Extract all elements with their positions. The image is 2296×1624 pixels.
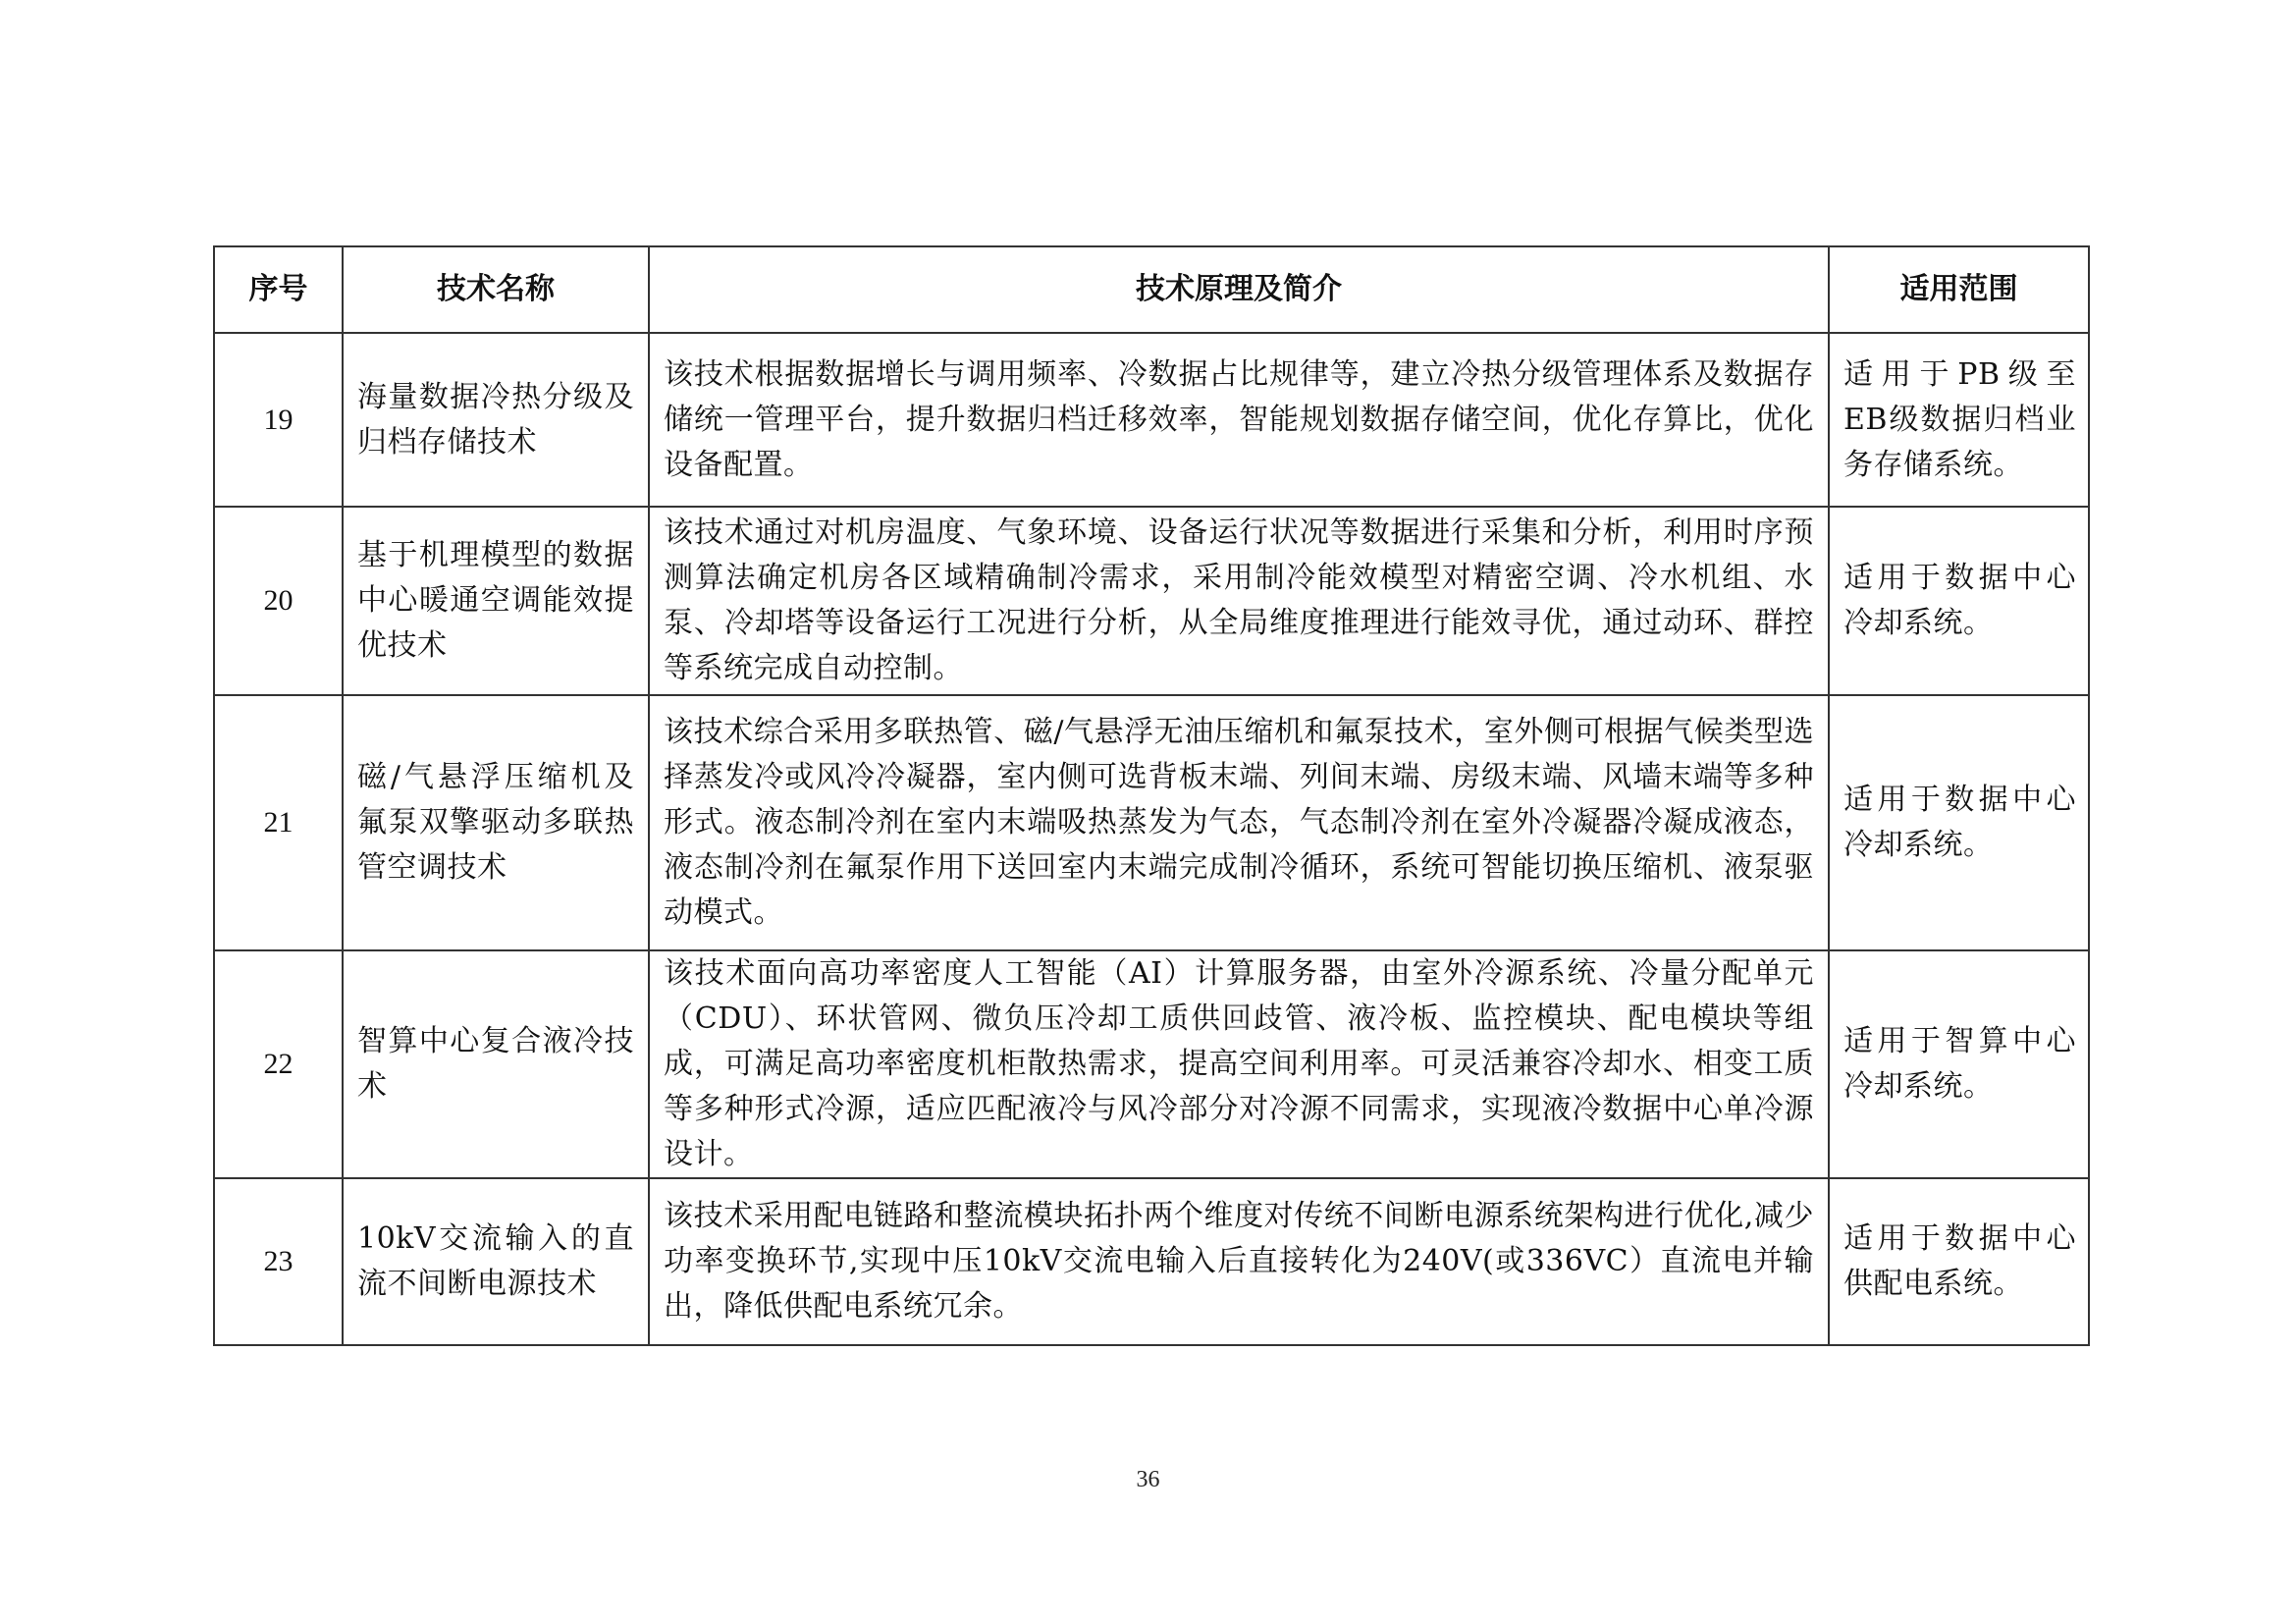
row-applicable-scope — [1829, 507, 2089, 695]
row-tech-name — [343, 507, 649, 695]
row-tech-description-text: 该技术通过对机房温度、气象环境、设备运行状况等数据进行采集和分析，利用时序预测算法确定机房各区域精确制冷需求，采用制冷能效模型对精密空调、冷水机组、水泵、冷却塔等设备运行工况进行分析，从全局维度推理进行能效寻优，通过动环、群控等系统完成自动控制。 — [664, 515, 1814, 685]
row-applicable-scope — [1829, 695, 2089, 950]
row-tech-name-text: 基于机理模型的数据中心暖通空调能效提优技术 — [357, 538, 634, 663]
row-tech-description-text: 该技术根据数据增长与调用频率、冷数据占比规律等，建立冷热分级管理体系及数据存储统一管理平台，提升数据归档迁移效率，智能规划数据存储空间，优化存算比，优化设备配置。 — [664, 356, 1814, 482]
row-applicable-scope-text: 适用于数据中心冷却系统。 — [1843, 561, 2076, 640]
table-row — [214, 695, 2089, 950]
row-tech-description-text: 该技术综合采用多联热管、磁/气悬浮无油压缩机和氟泵技术，室外侧可根据气候类型选择蒸发冷或风冷冷凝器，室内侧可选背板末端、列间末端、房级末端、风墙末端等多种形式。液态制冷剂在室内末端吸热蒸发为气态，气态制冷剂在室外冷凝器冷凝成液态，液态制冷剂在氟泵作用下送回室内末端完成制冷循环，系统可智能切换压缩机、液泵驱动模式。 — [664, 715, 1814, 930]
technology-table — [213, 245, 2090, 1346]
row-tech-description — [649, 950, 1829, 1178]
page-number: 36 — [1136, 1467, 1160, 1492]
row-applicable-scope-text: 适用于PB级至EB级数据归档业务存储系统。 — [1843, 356, 2076, 482]
row-tech-name — [343, 950, 649, 1178]
row-tech-name-text: 海量数据冷热分级及归档存储技术 — [357, 379, 634, 460]
table-header-row — [214, 246, 2089, 333]
row-tech-description-text: 该技术采用配电链路和整流模块拓扑两个维度对传统不间断电源系统架构进行优化,减少功率变换环节,实现中压10kV交流电输入后直接转化为240V(或336VC）直流电并输出，降低供配电系统冗余。 — [664, 1199, 1814, 1324]
table-row — [214, 333, 2089, 507]
header-tech-description: 技术原理及简介 — [649, 246, 1829, 333]
row-tech-description — [649, 507, 1829, 695]
row-tech-description — [649, 333, 1829, 507]
row-tech-name — [343, 333, 649, 507]
row-tech-name-text: 10kV交流输入的直流不间断电源技术 — [357, 1221, 634, 1301]
row-seq: 19 — [214, 333, 343, 507]
header-tech-name: 技术名称 — [343, 246, 649, 333]
row-tech-description — [649, 695, 1829, 950]
header-seq: 序号 — [214, 246, 343, 333]
row-applicable-scope — [1829, 1178, 2089, 1345]
row-seq: 22 — [214, 950, 343, 1178]
row-applicable-scope — [1829, 333, 2089, 507]
row-tech-name-text: 磁/气悬浮压缩机及氟泵双擎驱动多联热管空调技术 — [357, 760, 634, 885]
row-applicable-scope-text: 适用于数据中心供配电系统。 — [1843, 1221, 2076, 1301]
table-row — [214, 507, 2089, 695]
row-tech-description — [649, 1178, 1829, 1345]
row-tech-description-text: 该技术面向高功率密度人工智能（AI）计算服务器，由室外冷源系统、冷量分配单元（CDU）、环状管网、微负压冷却工质供回歧管、液冷板、监控模块、配电模块等组成，可满足高功率密度机柜散热需求，提高空间利用率。可灵活兼容冷却水、相变工质等多种形式冷源，适应匹配液冷与风冷部分对冷源不同需求，实现液冷数据中心单冷源设计。 — [664, 956, 1814, 1171]
row-applicable-scope — [1829, 950, 2089, 1178]
row-applicable-scope-text: 适用于智算中心冷却系统。 — [1843, 1024, 2076, 1104]
row-tech-name — [343, 695, 649, 950]
row-tech-name — [343, 1178, 649, 1345]
row-applicable-scope-text: 适用于数据中心冷却系统。 — [1843, 783, 2076, 862]
table-row — [214, 950, 2089, 1178]
row-seq: 23 — [214, 1178, 343, 1345]
row-seq: 20 — [214, 507, 343, 695]
row-seq: 21 — [214, 695, 343, 950]
row-tech-name-text: 智算中心复合液冷技术 — [357, 1024, 634, 1104]
table-row — [214, 1178, 2089, 1345]
header-applicable-scope: 适用范围 — [1829, 246, 2089, 333]
